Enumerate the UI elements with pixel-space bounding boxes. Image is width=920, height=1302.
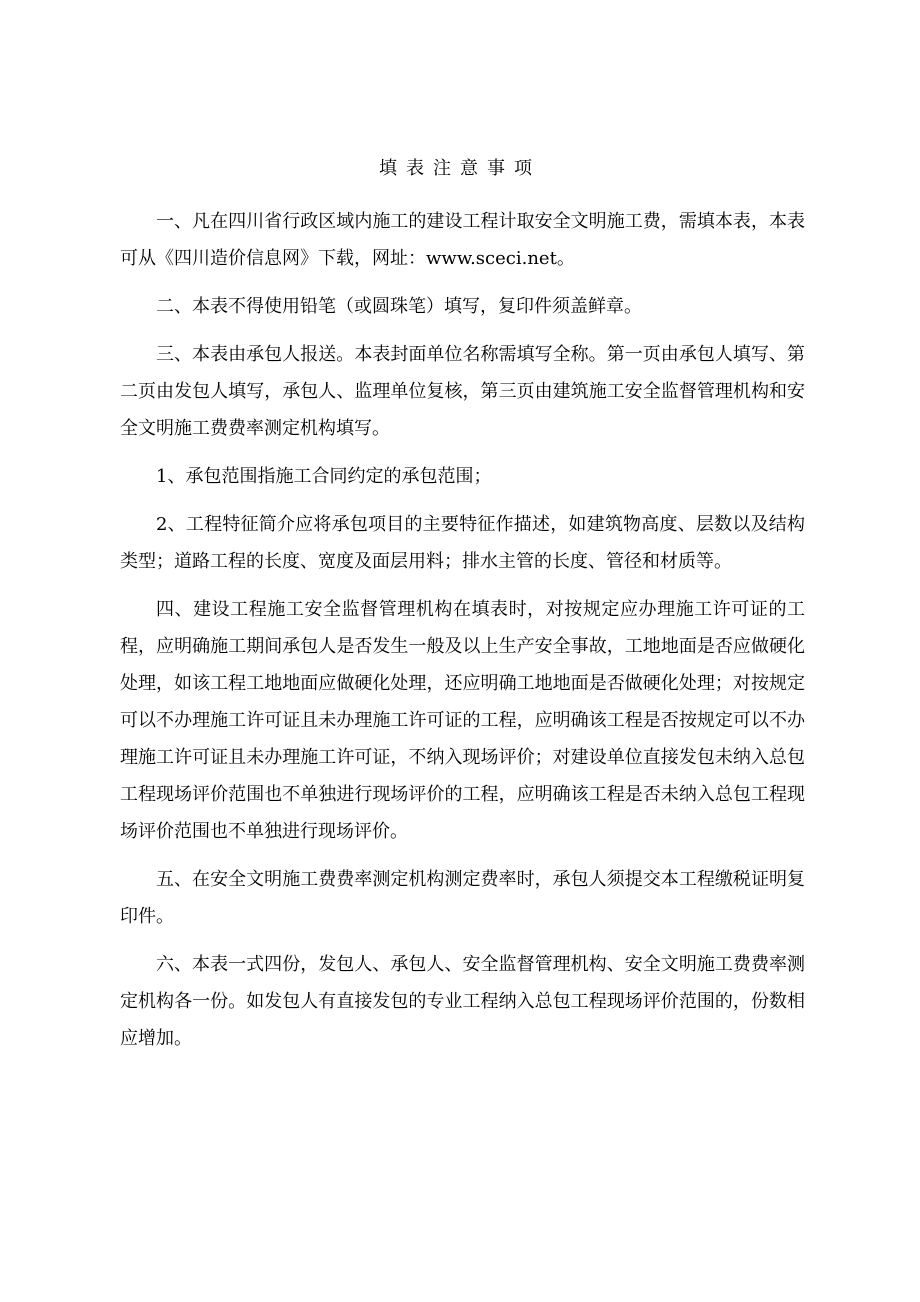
instructions-body (120, 203, 805, 1068)
paragraph-1: 一、凡在四川省行政区域内施工的建设工程计取安全文明施工费，需填本表，本表可从《四川造价信息网》下载，网址：www.sceci.net。 (120, 211, 805, 269)
paragraph-3: 三、本表由承包人报送。本表封面单位名称需填写全称。第一页由承包人填写、第二页由发包人填写，承包人、监理单位复核，第三页由建筑施工安全监督管理机构和安全文明施工费费率测定机构填写。 (120, 344, 805, 439)
paragraph-4: 四、建设工程施工安全监督管理机构在填表时，对按规定应办理施工许可证的工程，应明确施工期间承包人是否发生一般及以上生产安全事故，工地地面是否应做硬化处理，如该工程工地地面应做硬化处理，还应明确工地地面是否做硬化处理；对按规定可以不办理施工许可证且未办理施工许可证的工程，应明确该工程是否按规定可以不办理施工许可证且未办理施工许可证，不纳入现场评价；对建设单位直接发包未纳入总包工程现场评价范围也不单独进行现场评价的工程，应明确该工程是否未纳入总包工程现场评价范围也不单独进行现场评价。 (120, 599, 805, 842)
page-title: 填表注意事项 (379, 158, 541, 179)
paragraph-6: 六、本表一式四份，发包人、承包人、安全监督管理机构、安全文明施工费费率测定机构各一份。如发包人有直接发包的专业工程纳入总包工程现场评价范围的，份数相应增加。 (120, 954, 805, 1049)
paragraph-2: 二、本表不得使用铅笔（或圆珠笔）填写，复印件须盖鲜章。 (156, 296, 642, 317)
paragraph-3-item-1: 1、承包范围指施工合同约定的承包范围； (156, 466, 492, 487)
paragraph-3-item-2: 2、工程特征简介应将承包项目的主要特征作描述，如建筑物高度、层数以及结构类型；道路工程的长度、宽度及面层用料；排水主管的长度、管径和材质等。 (120, 514, 805, 572)
paragraph-5: 五、在安全文明施工费费率测定机构测定费率时，承包人须提交本工程缴税证明复印件。 (120, 869, 805, 927)
